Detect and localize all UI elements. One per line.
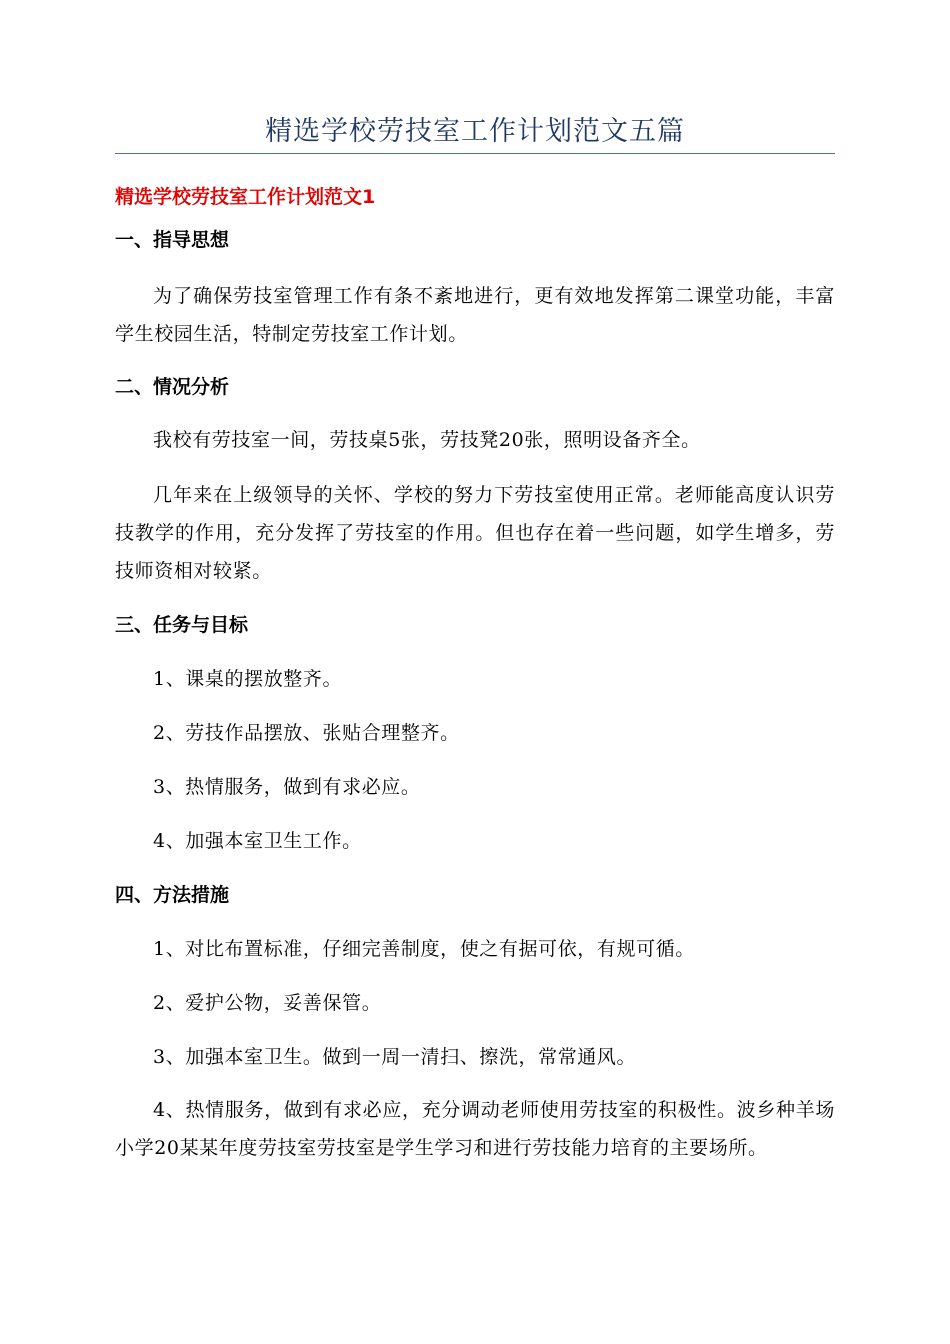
- list-item: 3、加强本室卫生。做到一周一清扫、擦洗，常常通风。: [153, 1046, 637, 1068]
- section-heading-guiding-ideology: 一、指导思想: [115, 229, 230, 251]
- list-item: 3、热情服务，做到有求必应。: [153, 776, 421, 798]
- article-subheading: 精选学校劳技室工作计划范文1: [115, 186, 376, 208]
- section-heading-situation-analysis: 二、情况分析: [115, 376, 230, 398]
- list-item: 2、劳技作品摆放、张贴合理整齐。: [153, 722, 460, 744]
- title-underline: [115, 153, 835, 154]
- section-heading-methods: 四、方法措施: [115, 884, 230, 906]
- list-item: 1、对比布置标准，仔细完善制度，使之有据可依，有规可循。: [153, 938, 695, 960]
- list-item: 2、爱护公物，妥善保管。: [153, 992, 382, 1014]
- document-title: 精选学校劳技室工作计划范文五篇: [265, 116, 685, 147]
- list-item: 4、加强本室卫生工作。: [153, 830, 362, 852]
- paragraph-situation-facilities: 我校有劳技室一间，劳技桌5张，劳技凳20张，照明设备齐全。: [153, 429, 701, 451]
- paragraph-guiding-ideology: 为了确保劳技室管理工作有条不紊地进行，更有效地发挥第二课堂功能，丰富学生校园生活，特制定劳技室工作计划。: [115, 285, 835, 345]
- paragraph-situation-details: 几年来在上级领导的关怀、学校的努力下劳技室使用正常。老师能高度认识劳技教学的作用，充分发挥了劳技室的作用。但也存在着一些问题，如学生增多，劳技师资相对较紧。: [115, 484, 835, 582]
- section-heading-tasks-goals: 三、任务与目标: [115, 614, 249, 636]
- paragraph-methods-closing: 4、热情服务，做到有求必应，充分调动老师使用劳技室的积极性。波乡种羊场小学20某某年度劳技室劳技室是学生学习和进行劳技能力培育的主要场所。: [115, 1099, 835, 1159]
- list-item: 1、课桌的摆放整齐。: [153, 668, 343, 690]
